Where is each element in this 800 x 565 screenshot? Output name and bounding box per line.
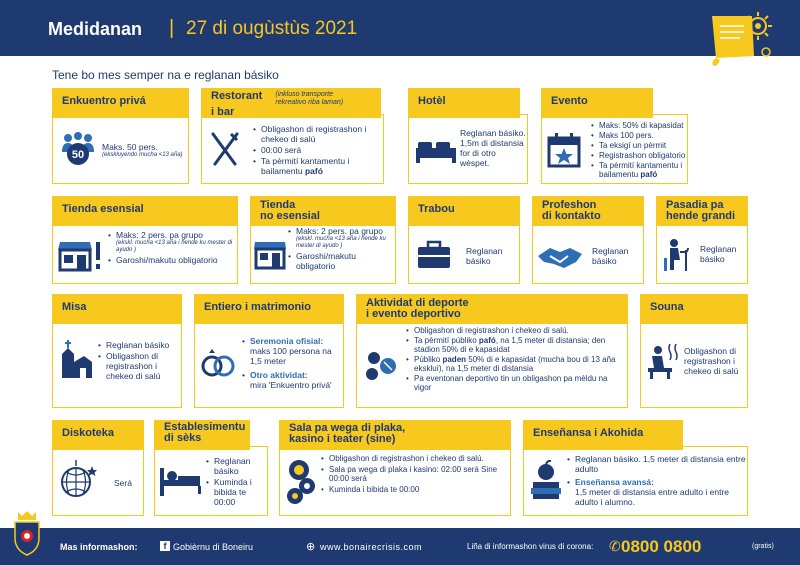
tienda-no-esensial-title-2: no esensial — [260, 210, 320, 222]
header-date: 27 di ougùstùs 2021 — [186, 18, 358, 39]
card-title — [656, 196, 748, 226]
profeshon-text: Reglanan básiko — [592, 246, 629, 266]
handshake-icon — [536, 242, 584, 270]
header-bar — [0, 0, 800, 56]
tienda-no-esensial-title-1: Tienda — [260, 199, 296, 211]
card-title: Misa — [52, 294, 182, 324]
restorant-item-3-bold: pafó — [304, 166, 323, 176]
tienda-esensial-item-1: Maks: 2 pers. pa grupo — [116, 230, 203, 240]
card-tienda-esensial — [52, 196, 238, 284]
card-title: Evento — [541, 88, 653, 118]
card-enkuentro-priva — [52, 88, 189, 184]
card-hotel — [408, 88, 528, 184]
ensenansa-item-1: • Reglanan básiko. 1,5 meter di distansia entre adulto — [567, 454, 747, 474]
sauna-person-icon — [646, 342, 680, 380]
deporte-item-2b: pafó — [478, 336, 496, 345]
card-ensenansa — [523, 420, 748, 516]
ensenansa-label: Enseñansa avansá: — [575, 477, 654, 487]
card-restorant-bar — [201, 88, 384, 184]
elderly-person-icon — [662, 238, 692, 272]
deporte-item-2a: Ta pèrmití públiko — [414, 336, 479, 345]
seks-item-1: • Reglanan básiko — [206, 456, 268, 476]
card-entiero-matrimonio — [194, 294, 344, 408]
entiero-text-2: mira 'Enkuentro privá' — [250, 380, 332, 390]
shop-exclamation-icon — [58, 238, 102, 272]
fork-knife-icon — [209, 132, 241, 168]
deporte-title-2: i evento deportivo — [366, 308, 461, 320]
card-evento — [541, 88, 688, 184]
deporte-item-3b: paden — [442, 355, 467, 364]
deporte-item-4: • Pa eventonan deportivo tin un obligashon pa mèldu na vigor — [406, 374, 626, 392]
bed-icon — [416, 140, 456, 164]
website-link[interactable]: www.bonairecrisis.com — [320, 542, 423, 552]
seks-title-2: di sèks — [164, 432, 202, 444]
card-diskoteka — [52, 420, 144, 516]
header-separator: | — [169, 17, 175, 39]
pasadia-title-1: Pasadia pa — [666, 199, 724, 211]
gratis-label: (gratis) — [752, 543, 774, 550]
entiero-label-2: Otro aktividat: — [250, 370, 308, 380]
wedding-rings-icon — [200, 348, 236, 378]
card-title: Enkuentro privá — [52, 88, 189, 118]
globe-icon: ⊕ — [306, 541, 316, 553]
restorant-item-3: Ta pèrmití kantamentu i bailamentu — [261, 156, 350, 176]
sun-scroll-logo-icon — [706, 8, 776, 68]
card-tienda-no-esensial — [250, 196, 396, 284]
card-sala-wega — [279, 420, 511, 516]
facebook-link[interactable]: Gobièrnu di Boneiru — [173, 542, 254, 552]
card-souna — [640, 294, 748, 408]
entiero-text-1: maks 100 persona na 1,5 meter — [250, 346, 332, 366]
card-title: Entiero i matrimonio — [194, 294, 344, 324]
ensenansa-text: 1,5 meter di distansia entre adulto i entre adulto i alumno. — [575, 487, 730, 507]
deporte-item-1: • Obligashon di registrashon i chekeo di salú. — [406, 326, 626, 335]
seks-item-2: • Kuminda i bibida te 00:00 — [206, 477, 268, 507]
evento-item-5-bold: pafó — [640, 170, 658, 179]
hotel-text: Reglanan básiko. 1,5m di distansia for di otro wèspet. — [460, 128, 526, 168]
books-apple-icon — [529, 460, 563, 500]
disco-ball-icon — [60, 460, 100, 500]
deporte-item-3a: Públiko — [414, 355, 443, 364]
coat-of-arms-icon — [12, 510, 42, 556]
enkuentro-line: Maks. 50 pers. — [102, 142, 158, 152]
footer-more-label: Mas informashon: — [60, 542, 138, 552]
casino-chips-icon — [283, 458, 319, 506]
restorant-item-2: • 00:00 será — [253, 145, 381, 155]
tienda-esensial-item-2: • Garoshi/makutu obligatorio — [108, 255, 236, 265]
tienda-no-esensial-item-1: Maks: 2 pers. pa grupo — [296, 226, 383, 236]
card-pasadia — [656, 196, 748, 284]
restorant-title-1: Restorant — [211, 90, 263, 102]
church-icon — [58, 340, 94, 380]
card-misa — [52, 294, 182, 408]
phone-label: Liña di informashon virus di corona: — [467, 542, 594, 551]
card-title — [356, 294, 628, 324]
restorant-title-2: i bar — [211, 106, 235, 118]
tienda-no-esensial-item-2: • Garoshi/makutu obligatorio — [288, 251, 394, 271]
badge-50: 50 — [71, 149, 85, 161]
card-title — [532, 196, 644, 226]
evento-item-3: • Ta eksigí un pèrmit — [591, 141, 687, 150]
sala-item-2: • Sala pa wega di plaka i kasino: 02:00 será Sine 00:00 será — [321, 465, 509, 484]
profeshon-title-1: Profeshon — [542, 199, 597, 211]
sports-balls-icon — [360, 344, 400, 384]
page-subtitle: Tene bo mes semper na e reglanan básiko — [52, 68, 279, 82]
trabou-text: Reglanan básiko — [466, 246, 503, 266]
restorant-title-note: (inkluso transporte rekreativo riba laman) — [275, 91, 344, 106]
card-profeshon-kontakto — [532, 196, 644, 284]
card-establesimentu-seks — [154, 420, 268, 516]
bed-person-icon — [158, 468, 202, 496]
diskoteka-text: Será — [114, 478, 132, 488]
card-title: Hotèl — [408, 88, 520, 118]
card-trabou — [408, 196, 520, 284]
sala-title-1: Sala pa wega di plaka, — [289, 422, 406, 434]
evento-item-1: • Maks: 50% di kapasidat — [591, 121, 687, 130]
card-title: Souna — [640, 294, 748, 324]
souna-text: Obligashon di registrashon i chekeo di salú — [684, 346, 739, 376]
facebook-icon: f — [160, 541, 170, 551]
tienda-esensial-note: (ekskl. mucha <13 aña i hende ku mester di ayudo ) — [116, 240, 233, 253]
evento-item-4: • Registrashon obligatorio — [591, 151, 687, 160]
deporte-item-2c: , na 1,5 meter di distansia; den stadion 50% di e kapasidat — [414, 336, 606, 354]
briefcase-icon — [416, 240, 452, 270]
pasadia-text: Reglanan básiko — [700, 244, 737, 264]
card-title — [279, 420, 511, 450]
restorant-item-1: • Obligashon di registrashon i chekeo di salú — [253, 124, 381, 144]
card-deporte — [356, 294, 628, 408]
entiero-label-1: Seremonia ofisial: — [250, 336, 324, 346]
deporte-title-1: Aktividat di deporte — [366, 297, 469, 309]
shop-icon — [254, 240, 286, 270]
calendar-star-icon — [547, 132, 581, 168]
card-title: Diskoteka — [52, 420, 144, 450]
evento-item-5: Ta pèrmití kantamentu i bailamentu — [599, 161, 683, 179]
sala-title-2: kasino i teater (sine) — [289, 433, 396, 445]
card-title — [201, 88, 381, 118]
phone-number[interactable]: 0800 0800 — [621, 537, 702, 556]
header-title: Medidanan — [48, 19, 143, 39]
card-title — [250, 196, 396, 226]
pasadia-title-2: hende grandi — [666, 210, 736, 222]
deporte-item-3c: 50% di e kapasidat (mucha bou di 13 aña ekskluí), na 1,5 meter di distansia — [414, 355, 616, 373]
sala-item-3: • Kuminda i bibida te 00:00 — [321, 485, 509, 495]
misa-item-2: • Obligashon di registrashon i chekeo di salú — [98, 351, 180, 381]
card-title: Trabou — [408, 196, 520, 226]
enkuentro-note: (ekskluyendo mucha <13 aña) — [102, 152, 183, 158]
profeshon-title-2: di kontakto — [542, 210, 601, 222]
seks-title-1: Establesimentu — [164, 421, 246, 433]
footer-bar — [0, 528, 800, 565]
card-title: Tienda esensial — [52, 196, 238, 226]
card-title: Enseñansa i Akohida — [523, 420, 683, 450]
phone-icon: ✆ — [609, 538, 621, 554]
tienda-no-esensial-note: (ekskl. mucha <13 aña i hende ku mester di ayudo ) — [296, 236, 386, 249]
sala-item-1: • Obligashon di registrashon i chekeo di salú. — [321, 454, 509, 464]
evento-item-2: • Maks 100 pers. — [591, 131, 687, 140]
misa-item-1: • Reglanan básiko — [98, 340, 180, 350]
group-people-icon — [60, 130, 96, 166]
card-title — [154, 420, 250, 450]
